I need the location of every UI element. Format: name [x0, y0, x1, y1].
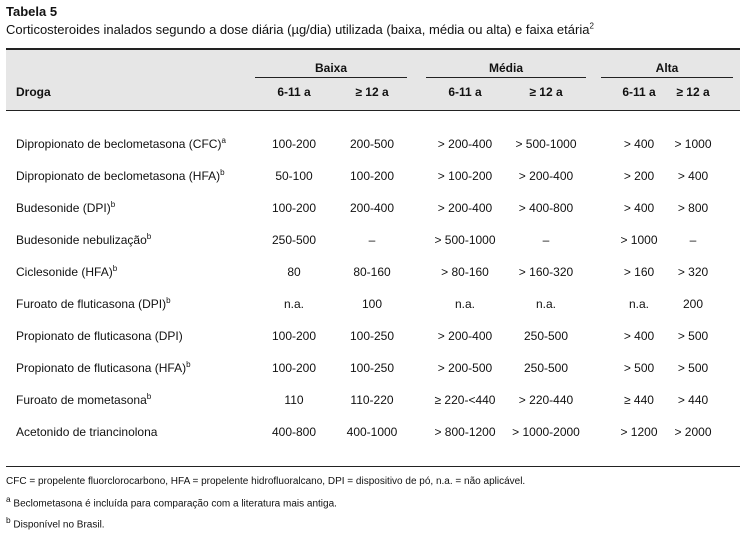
dose-cell: > 500	[677, 329, 709, 343]
drug-name	[16, 329, 183, 343]
drug-name-text: Propionato de fluticasona (DPI)	[16, 329, 183, 343]
group-header-media: Média	[488, 61, 523, 75]
drug-name-text: Budesonide nebulização	[16, 233, 147, 247]
dose-cell: 200-400	[349, 201, 395, 215]
dose-cell: > 320	[677, 265, 709, 279]
dose-cell: > 160-320	[518, 265, 574, 279]
dose-cell: 100-200	[349, 169, 395, 183]
dose-cell: > 200-400	[437, 329, 493, 343]
subtitle-reference: 2	[589, 21, 594, 31]
group-header-baixa: Baixa	[314, 61, 348, 75]
table-row	[0, 233, 746, 251]
drug-name-text: Dipropionato de beclometasona (CFC)	[16, 137, 222, 151]
dose-cell: 80-160	[353, 265, 391, 279]
column-header-baixa-12: ≥ 12 a	[355, 85, 389, 99]
dose-cell: n.a.	[535, 297, 556, 311]
dose-cell: 100-250	[349, 361, 395, 375]
drug-name-text: Dipropionato de beclometasona (HFA)	[16, 169, 221, 183]
footnote-a	[6, 491, 525, 513]
dose-cell: > 500	[677, 361, 709, 375]
bottom-rule	[6, 466, 740, 467]
dose-cell: > 80-160	[441, 265, 489, 279]
drug-name	[16, 137, 226, 151]
table-row	[0, 201, 746, 219]
drug-footnote-marker: b	[186, 360, 191, 369]
dose-cell: 50-100	[275, 169, 313, 183]
dose-cell: ≥ 440	[624, 393, 654, 407]
column-header-alta-6-11: 6-11 a	[622, 85, 656, 99]
dose-cell: > 800-1200	[434, 425, 496, 439]
dose-cell: > 400	[623, 329, 655, 343]
group-rule-media	[426, 77, 586, 78]
dose-cell: > 1000-2000	[512, 425, 580, 439]
drug-name	[16, 425, 157, 439]
table-row	[0, 137, 746, 155]
drug-footnote-marker: b	[146, 232, 152, 241]
dose-cell: 100-250	[349, 329, 395, 343]
dose-cell: 100-200	[271, 137, 317, 151]
dose-cell: 100-200	[271, 361, 317, 375]
drug-name	[16, 393, 151, 407]
dose-cell: > 200-400	[437, 201, 493, 215]
dose-cell: 100	[361, 297, 383, 311]
dose-cell: n.a.	[628, 297, 649, 311]
group-rule-baixa	[255, 77, 407, 78]
dose-cell: 400-800	[271, 425, 317, 439]
table-title: Tabela 5	[6, 4, 58, 19]
dose-cell: > 400	[677, 169, 709, 183]
drug-footnote-marker: b	[112, 264, 118, 273]
footnote-b-text: Disponível no Brasil.	[13, 519, 105, 531]
dose-cell: > 200-500	[437, 361, 493, 375]
dose-cell: 200	[682, 297, 704, 311]
drug-footnote-marker: b	[110, 200, 116, 209]
dose-cell: > 200-400	[437, 137, 493, 151]
dose-cell: > 1200	[620, 425, 658, 439]
drug-name	[16, 233, 151, 247]
drug-name-text: Furoato de mometasona	[16, 393, 147, 407]
column-header-media-6-11: 6-11 a	[448, 85, 482, 99]
footnote-abbreviations: CFC = propelente fluorclorocarbono, HFA = propelente hidrofluoralcano, DPI = dispositivo de pó, n.a. = não aplicável.	[6, 476, 526, 487]
dose-cell: –	[542, 233, 550, 247]
dose-cell: 110	[284, 393, 304, 407]
dose-cell: 100-200	[271, 329, 317, 343]
table-row	[0, 425, 746, 443]
drug-name	[16, 169, 225, 183]
dose-cell: > 100-200	[437, 169, 493, 183]
column-header-media-12: ≥ 12 a	[529, 85, 563, 99]
dose-cell: 100-200	[271, 201, 317, 215]
dose-cell: n.a.	[454, 297, 475, 311]
dose-cell: > 1000	[620, 233, 658, 247]
dose-cell: 250-500	[523, 361, 569, 375]
table-row	[0, 265, 746, 283]
dose-cell: ≥ 220-<440	[434, 393, 496, 407]
drug-name	[16, 361, 191, 375]
dose-cell: > 200	[623, 169, 655, 183]
dose-cell: > 1000	[674, 137, 712, 151]
table-row	[0, 393, 746, 411]
dose-cell: 400-1000	[346, 425, 398, 439]
footnote-a-text: Beclometasona é incluída para comparação com a literatura mais antiga.	[13, 497, 337, 509]
dose-cell: 250-500	[271, 233, 317, 247]
drug-name-text: Furoato de fluticasona (DPI)	[16, 297, 167, 311]
dose-cell: 200-500	[349, 137, 395, 151]
footnote-b	[6, 512, 525, 534]
dose-cell: > 2000	[674, 425, 712, 439]
dose-cell: > 500-1000	[434, 233, 496, 247]
header-rule	[6, 110, 740, 111]
dose-cell: 110-220	[350, 393, 394, 407]
subtitle-text: Corticosteroides inalados segundo a dose diária (µg/dia) utilizada (baixa, média ou alta) e faixa etária	[6, 22, 590, 37]
drug-name	[16, 265, 117, 279]
column-header-alta-12: ≥ 12 a	[676, 85, 710, 99]
table-row	[0, 297, 746, 315]
dose-cell: > 400-800	[518, 201, 574, 215]
drug-name-text: Acetonido de triancinolona	[16, 425, 158, 439]
drug-name-text: Ciclesonide (HFA)	[16, 265, 113, 279]
drug-name	[16, 201, 115, 215]
drug-footnote-marker: a	[221, 136, 226, 145]
dose-cell: > 500-1000	[515, 137, 577, 151]
table-row	[0, 361, 746, 379]
drug-name-text: Budesonide (DPI)	[16, 201, 111, 215]
dose-cell: > 200-400	[518, 169, 574, 183]
table-row	[0, 169, 746, 187]
drug-name-text: Propionato de fluticasona (HFA)	[16, 361, 187, 375]
table-subtitle	[6, 22, 594, 37]
drug-footnote-marker: b	[146, 392, 152, 401]
drug-footnote-marker: b	[166, 296, 171, 305]
dose-cell: –	[368, 233, 376, 247]
dose-cell: 80	[287, 265, 301, 279]
dose-cell: > 800	[677, 201, 709, 215]
footnote-a-marker: a	[6, 493, 11, 504]
dose-cell: –	[689, 233, 697, 247]
group-rule-alta	[601, 77, 733, 78]
dose-cell: > 400	[623, 201, 655, 215]
dose-cell: > 400	[623, 137, 655, 151]
dose-cell: n.a.	[283, 297, 304, 311]
table-row	[0, 329, 746, 347]
table-header-band	[6, 50, 740, 110]
drug-name	[16, 297, 171, 311]
footnotes	[6, 474, 525, 534]
dose-cell: > 500	[623, 361, 655, 375]
drug-footnote-marker: b	[220, 168, 225, 177]
footnote-b-marker: b	[6, 515, 11, 526]
drug-column-header: Droga	[16, 85, 51, 99]
group-header-alta: Alta	[655, 61, 679, 75]
column-header-baixa-6-11: 6-11 a	[277, 85, 311, 99]
dose-cell: > 220-440	[518, 393, 574, 407]
dose-cell: > 160	[623, 265, 655, 279]
dose-cell: > 440	[677, 393, 709, 407]
dose-cell: 250-500	[523, 329, 569, 343]
